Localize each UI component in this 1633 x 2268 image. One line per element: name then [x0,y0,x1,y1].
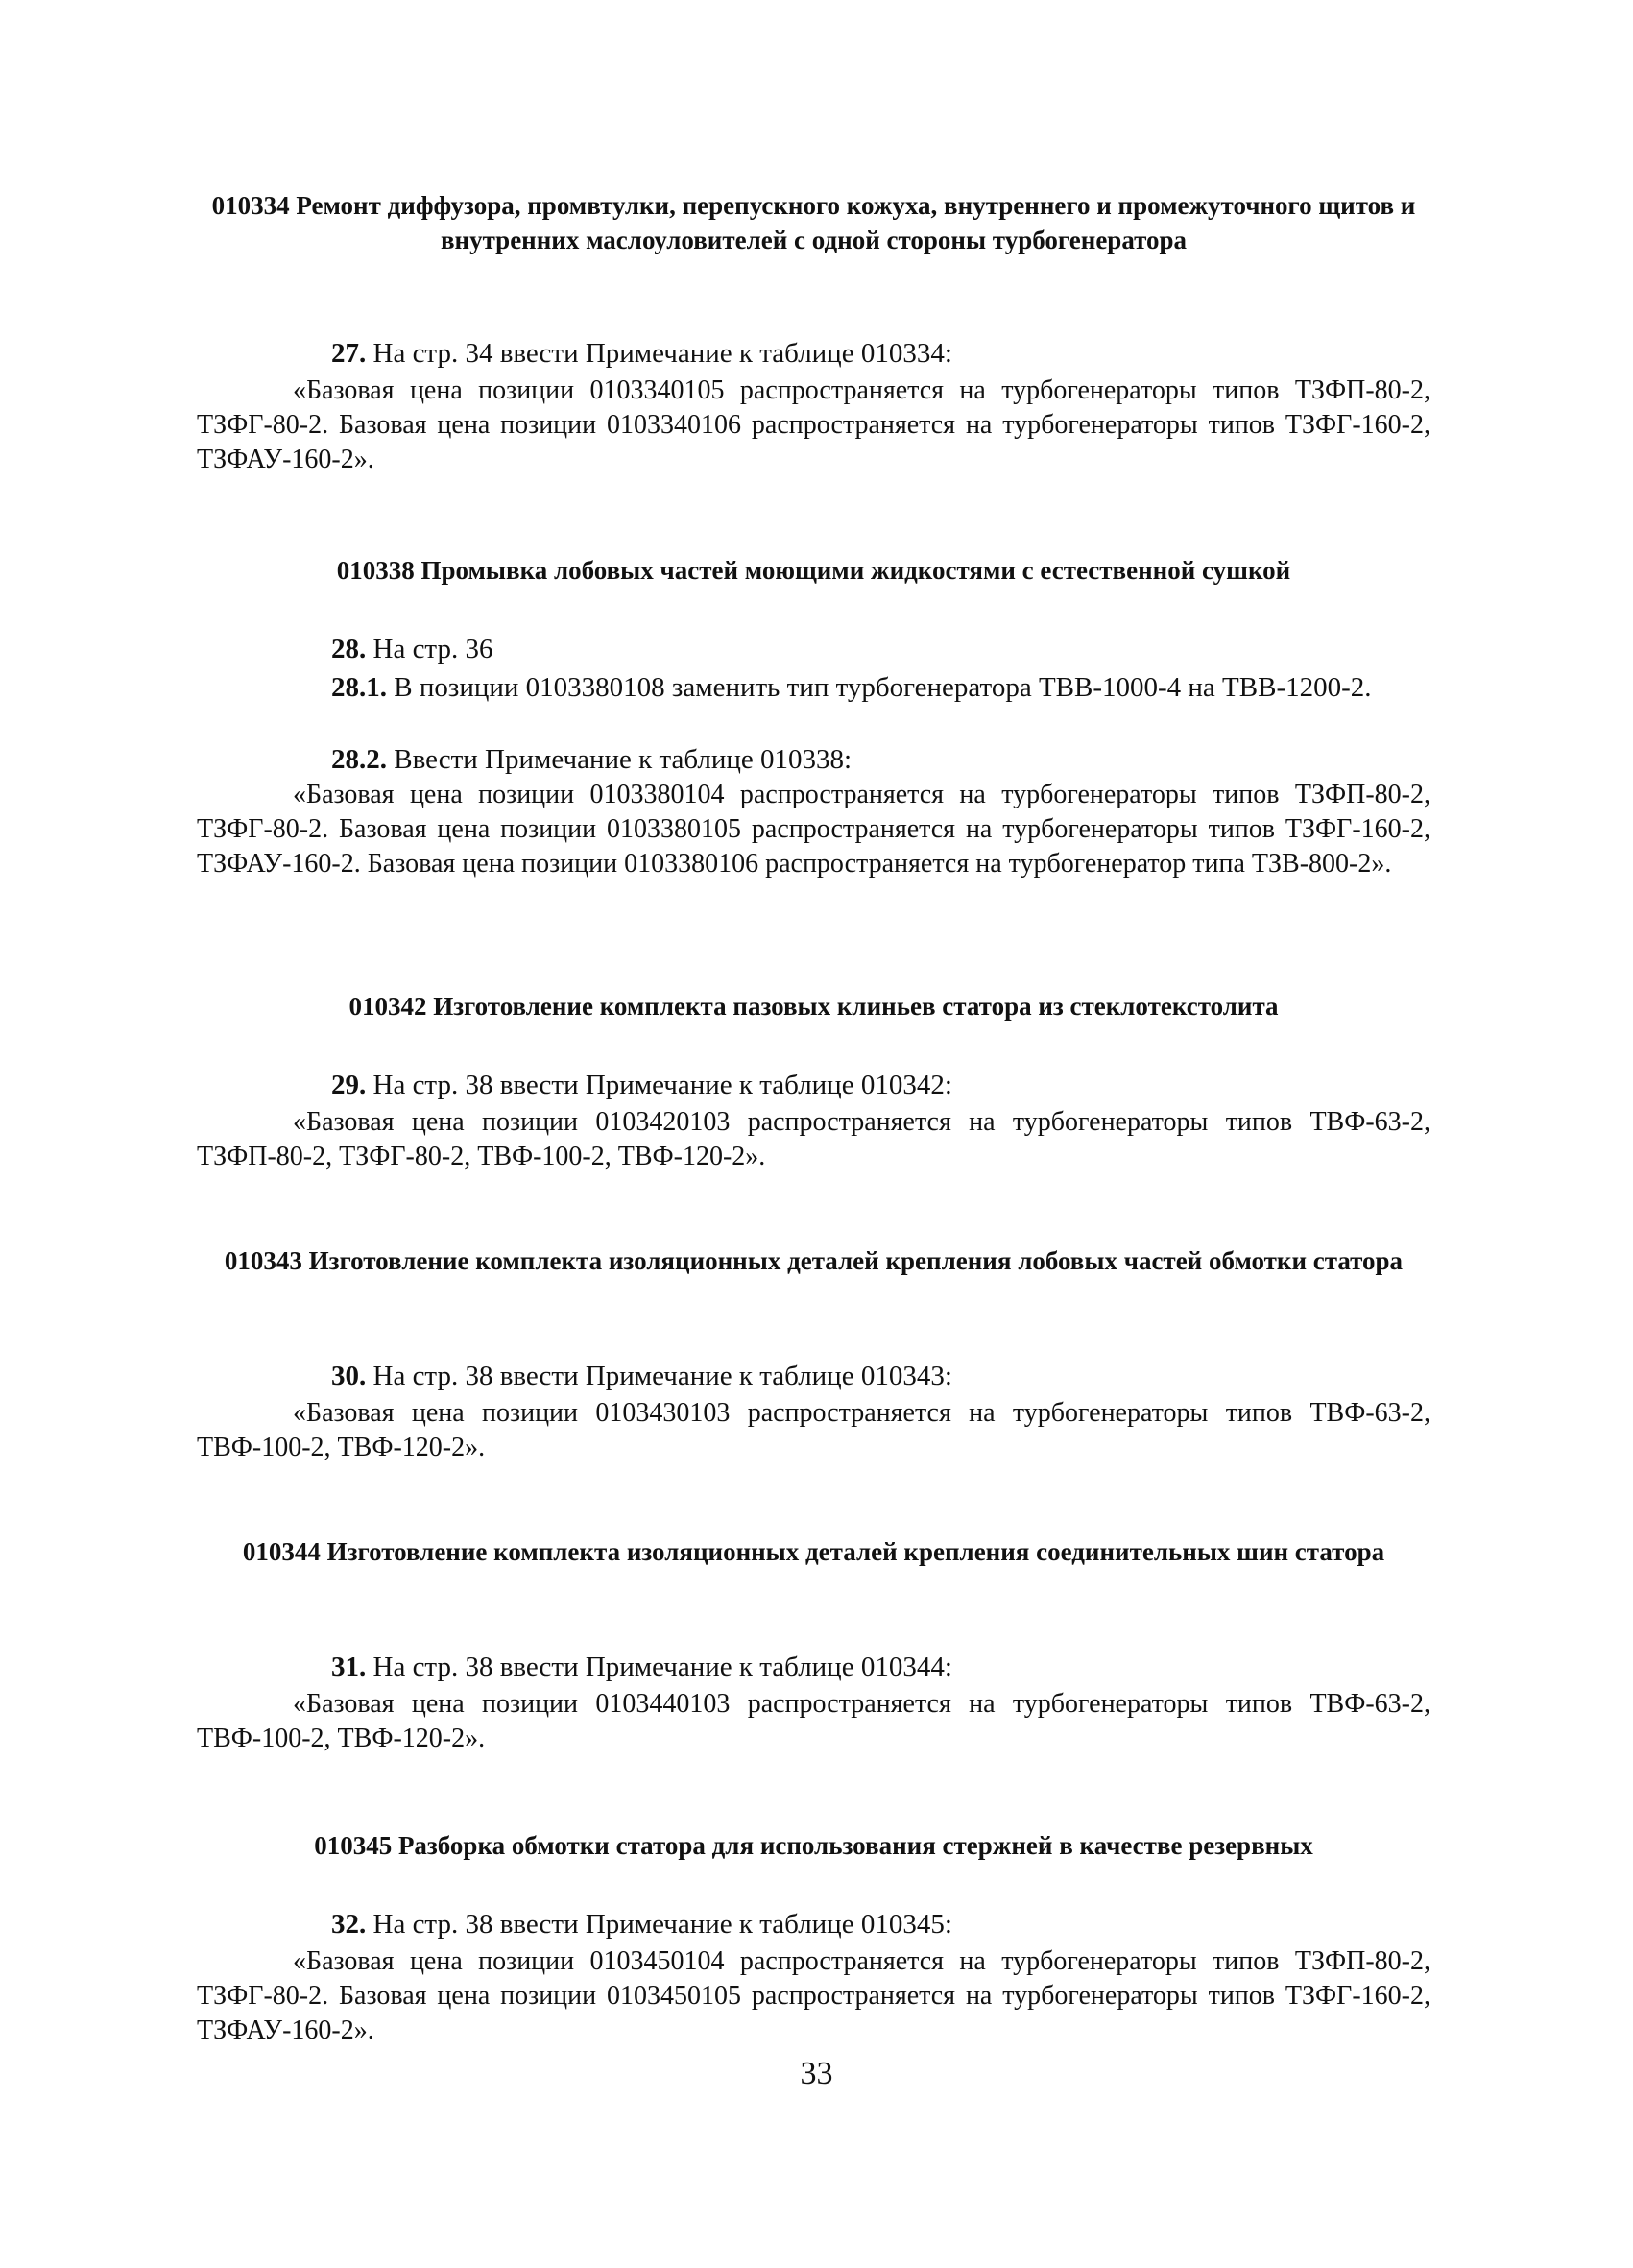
item-28-2 [197,742,1430,777]
page-number: 33 [800,2056,833,2091]
item-28-2-note: «Базовая цена позиции 0103380104 распространяется на турбогенераторы типов ТЗФП-80-2, ТЗФГ-80-2. Базовая цена позиции 0103380105 распространяется на турбогенераторы типов ТЗФГ-160-2, ТЗФАУ-160-2. Базовая цена позиции 0103380106 распространяется на турбогенератор типа ТЗВ-800-2». [197,780,1430,879]
item-28 [197,632,1430,666]
item-28-1 [197,670,1430,705]
item-31-note: «Базовая цена позиции 0103440103 распространяется на турбогенераторы типов ТВФ-63-2, ТВФ-100-2, ТВФ-120-2». [197,1689,1430,1753]
item-number: 28.1. [331,672,387,703]
item-number: 28. [331,634,367,664]
item-27 [197,336,1430,371]
section-heading-010334: 010334 Ремонт диффузора, промвтулки, перепускного кожуха, внутреннего и промежуточного щитов и внутренних маслоуловителей с одной стороны турбогенератора [211,191,1416,254]
item-number: 27. [331,338,367,369]
item-30 [197,1359,1430,1393]
item-27-note: «Базовая цена позиции 0103340105 распространяется на турбогенераторы типов ТЗФП-80-2, ТЗФГ-80-2. Базовая цена позиции 0103340106 распространяется на турбогенераторы типов ТЗФГ-160-2, ТЗФАУ-160-2». [197,375,1430,474]
item-title: На стр. 36 [372,634,493,664]
item-title: На стр. 38 ввести Примечание к таблице 010342: [372,1070,952,1100]
item-title: На стр. 38 ввести Примечание к таблице 010344: [372,1652,952,1682]
item-32 [197,1907,1430,1942]
item-number: 29. [331,1070,367,1100]
item-number: 32. [331,1909,367,1940]
item-number: 28.2. [331,744,387,775]
item-number: 30. [331,1361,367,1391]
section-heading-010342: 010342 Изготовление комплекта пазовых клиньев статора из стеклотекстолита [348,992,1279,1021]
item-title: На стр. 34 ввести Примечание к таблице 010334: [372,338,952,369]
section-heading-010345: 010345 Разборка обмотки статора для использования стержней в качестве резервных [314,1831,1313,1860]
item-title: На стр. 38 ввести Примечание к таблице 010343: [372,1361,952,1391]
item-30-note: «Базовая цена позиции 0103430103 распространяется на турбогенераторы типов ТВФ-63-2, ТВФ-100-2, ТВФ-120-2». [197,1398,1430,1462]
item-29 [197,1068,1430,1102]
item-number: 31. [331,1652,367,1682]
item-title: На стр. 38 ввести Примечание к таблице 010345: [372,1909,952,1940]
section-heading-010344: 010344 Изготовление комплекта изоляционных деталей крепления соединительных шин статора [242,1537,1385,1566]
item-title: В позиции 0103380108 заменить тип турбогенератора ТВВ-1000-4 на ТВВ-1200-2. [394,672,1372,703]
section-heading-010343: 010343 Изготовление комплекта изоляционных деталей крепления лобовых частей обмотки статора [224,1246,1404,1275]
item-29-note: «Базовая цена позиции 0103420103 распространяется на турбогенераторы типов ТВФ-63-2, ТЗФП-80-2, ТЗФГ-80-2, ТВФ-100-2, ТВФ-120-2». [197,1107,1430,1171]
section-heading-010338: 010338 Промывка лобовых частей моющими жидкостями с естественной сушкой [336,556,1291,585]
item-title: Ввести Примечание к таблице 010338: [394,744,853,775]
item-31 [197,1650,1430,1684]
item-32-note: «Базовая цена позиции 0103450104 распространяется на турбогенераторы типов ТЗФП-80-2, ТЗФГ-80-2. Базовая цена позиции 0103450105 распространяется на турбогенераторы типов ТЗФГ-160-2, ТЗФАУ-160-2». [197,1946,1430,2045]
